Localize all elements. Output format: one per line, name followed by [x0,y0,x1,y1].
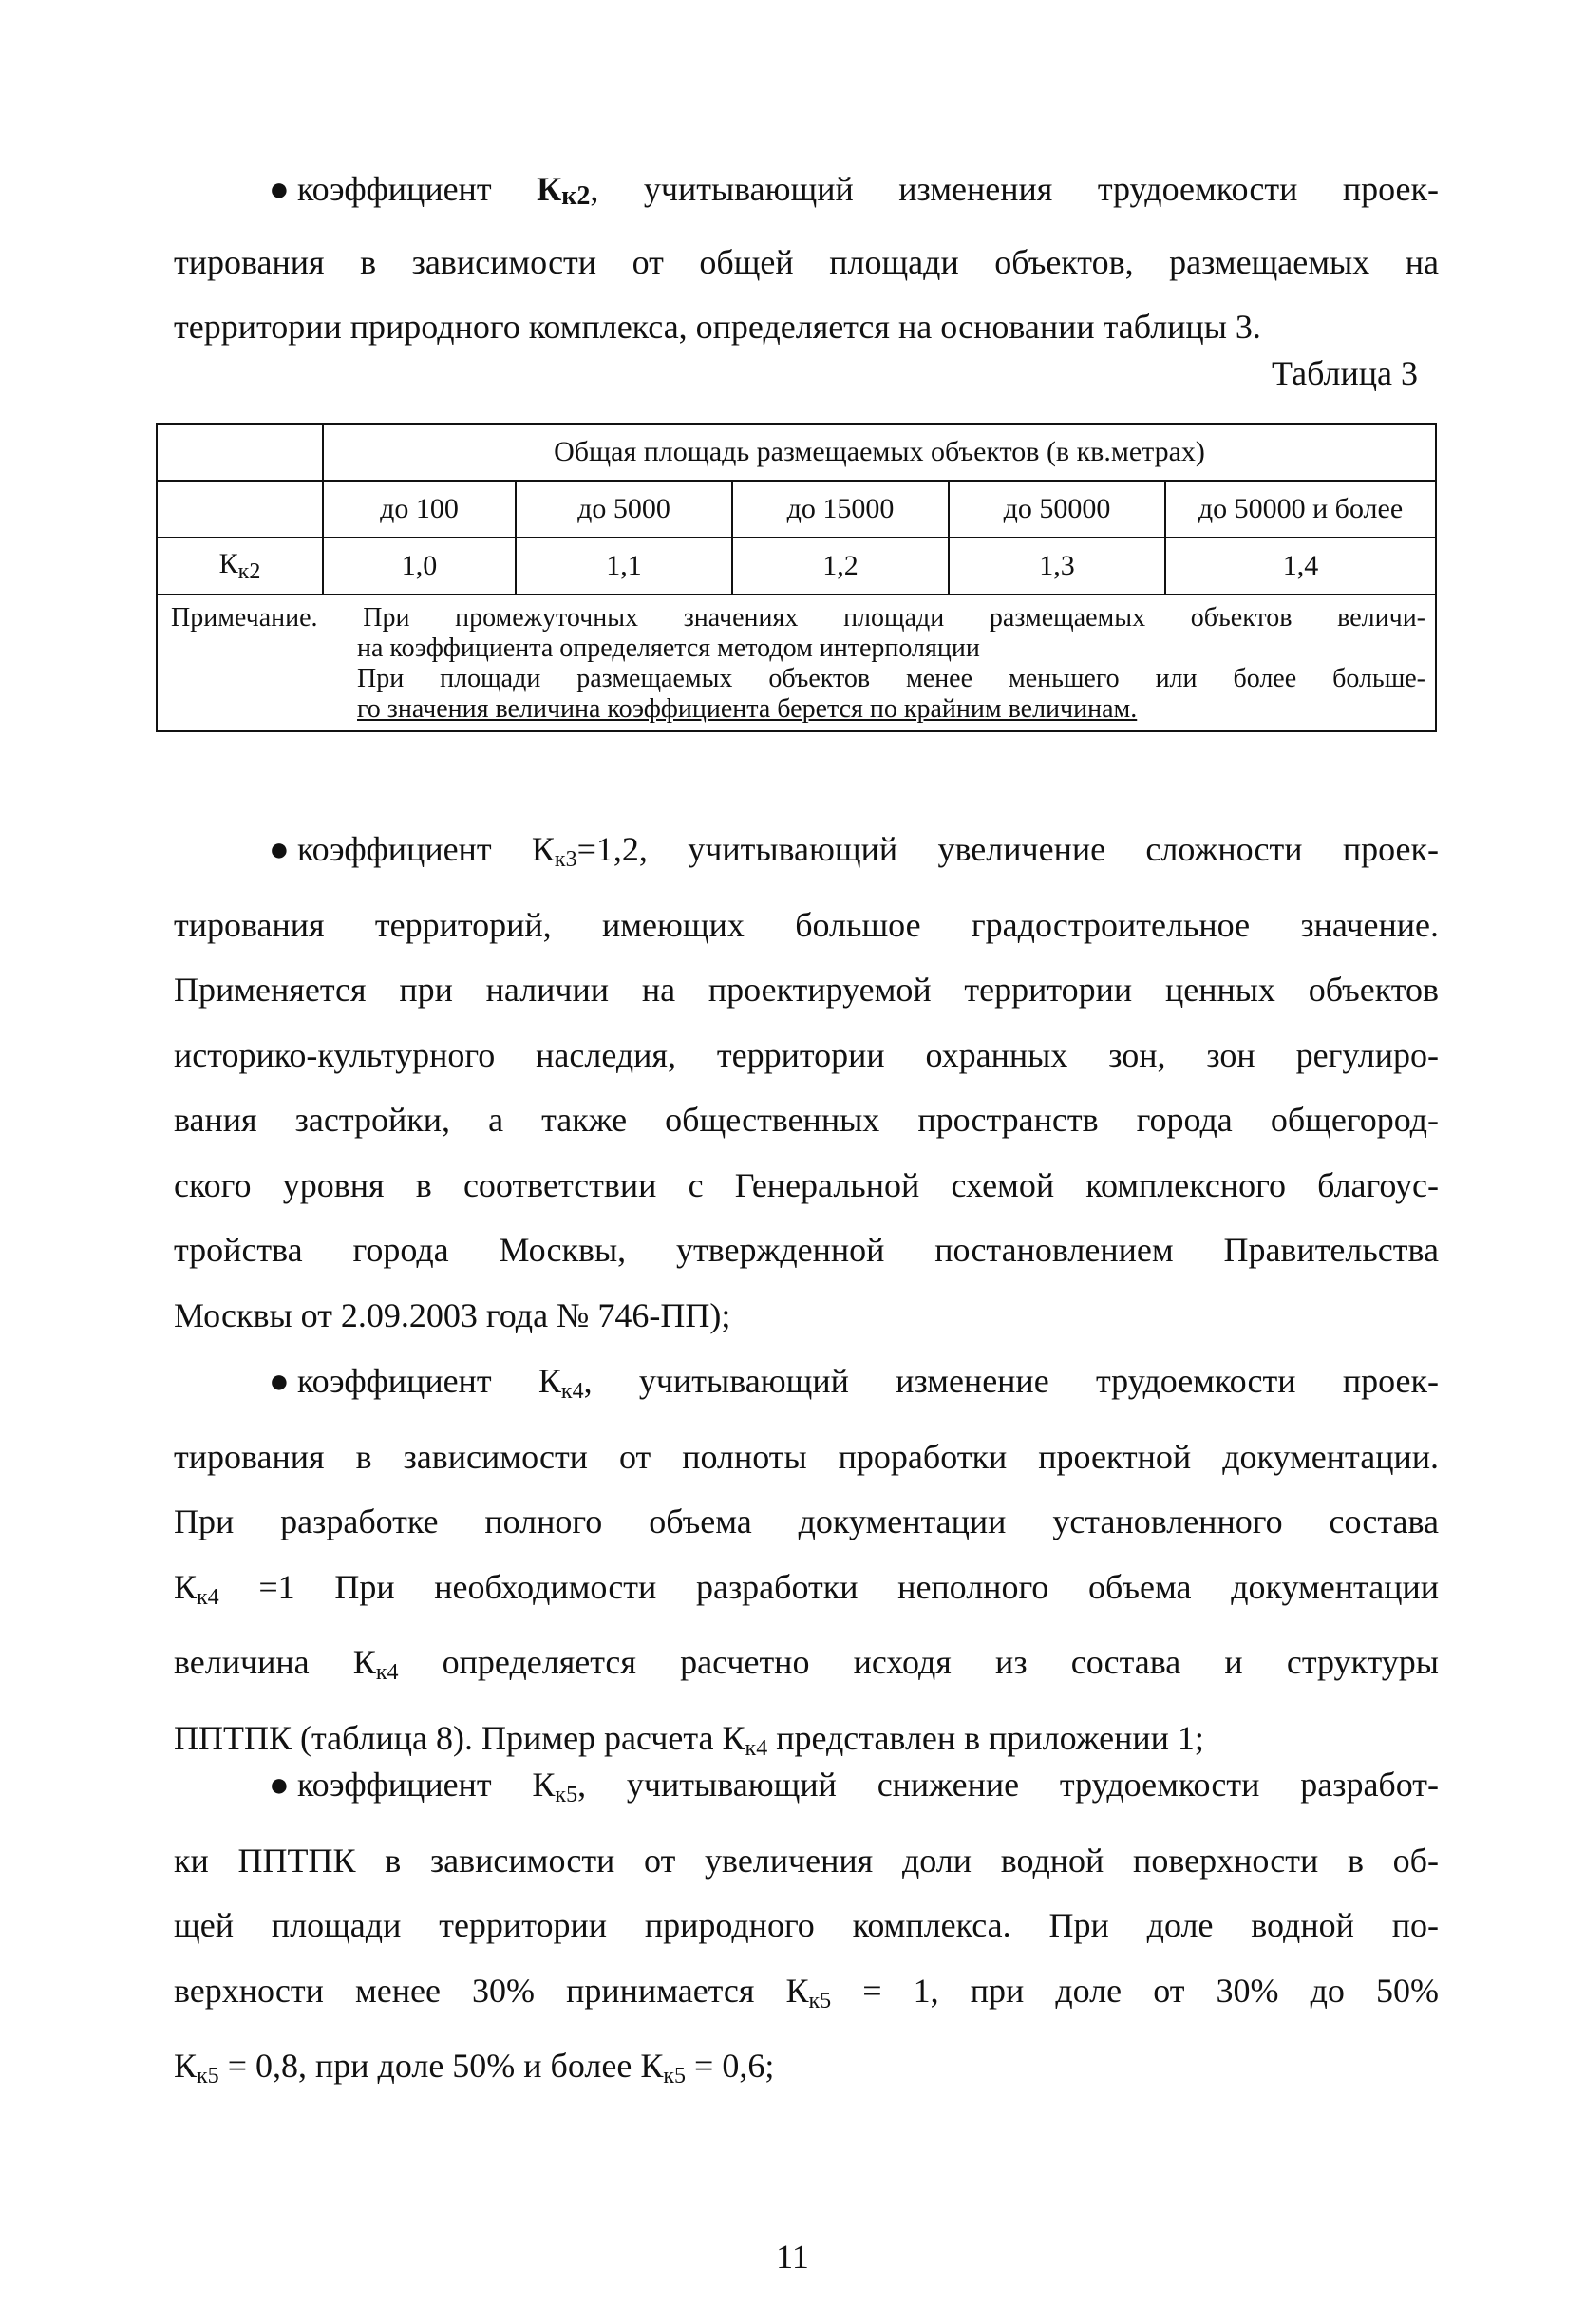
text-line: ● коэффициент Кк2, учитывающий изменения трудоемкости проек- [174,157,1439,230]
note-line: го значения величина коэффициента берется по крайним величинам. [357,694,1138,724]
text-line: ● коэффициент $К_{к3}=1,2$, учитывающий увеличение сложности проек- [174,817,1439,893]
text-line: щей площади территории природного комплекса. При доле водной по- [174,1906,1439,1944]
text-line: тройства города Москвы, утвержденной постановлением Правительства [174,1231,1439,1269]
column-header: до 5000 [516,481,732,538]
bullet-icon: ● [269,1766,290,1804]
table-row [157,538,1436,595]
table-header-row [157,424,1436,481]
paragraph-kk4 [174,1349,1439,1781]
text-line: ● коэффициент $К_{к4}$, учитывающий изменение трудоемкости проек- [174,1349,1439,1425]
text-line: При разработке полного объема документации установленного состава [174,1502,1439,1540]
table-note [157,595,1436,731]
paragraph-kk2 [174,157,1439,360]
table-empty-cell [157,481,323,538]
text-line: верхности менее 30% принимается $К_{к5} = 1$, при доле от 30% до 50% [174,1971,1439,2013]
table-cell: 1,1 [516,538,732,595]
text-line: территории природного комплекса, определяется на основании таблицы 3. [174,308,1261,346]
text-line: ки ППТПК в зависимости от увеличения доли водной поверхности в об- [174,1841,1439,1880]
paragraph-kk3 [174,817,1439,1348]
bullet-icon: ● [269,830,290,868]
table-columns-row [157,481,1436,538]
table-note-row [157,595,1436,731]
text-line: тирования в зависимости от полноты проработки проектной документации. [174,1437,1439,1476]
text-line: $К_{к5} = 0,8$, при доле 50% и более $К_{к5} = 0,6$; [174,2047,775,2088]
text-line: Применяется при наличии на проектируемой территории ценных объектов [174,971,1439,1009]
page-number: 11 [776,2238,809,2276]
table-cell: 1,0 [323,538,516,595]
bullet-icon: ● [269,1362,290,1400]
text-line: тирования территорий, имеющих большое градостроительное значение. [174,905,1439,944]
column-header: до 50000 и более [1165,481,1436,538]
column-header: до 50000 [949,481,1165,538]
text-line: величина $К_{к4}$ определяется расчетно исходя из состава и структуры [174,1643,1439,1685]
text-line: ППТПК (таблица 8). Пример расчета $К_{к4}$ представлен в приложении 1; [174,1718,1204,1761]
text-line: ского уровня в соответствии с Генеральной схемой комплексного благоус- [174,1165,1439,1204]
table-corner-cell [157,424,323,481]
bullet-icon: ● [269,170,290,208]
paragraph-kk5 [174,1752,1439,2109]
table-caption: Таблица 3 [1272,354,1418,392]
text-line: тирования в зависимости от общей площади объектов, размещаемых на [174,242,1439,281]
text-line: вания застройки, а также общественных пространств города общегород- [174,1101,1439,1139]
table-3 [156,423,1437,732]
row-label: $К_{к2}$ [157,538,323,595]
column-header: до 100 [323,481,516,538]
table-cell: 1,4 [1165,538,1436,595]
text-line: ● коэффициент $К_{к5}$, учитывающий снижение трудоемкости разработ- [174,1752,1439,1828]
note-line: на коэффициента определяется методом интерполяции [357,633,980,663]
note-line: Примечание. При промежуточных значениях площади размещаемых объектов величи- [171,603,1426,633]
text-line: историко-культурного наследия, территории охранных зон, зон регулиро- [174,1035,1439,1074]
text-line: $К_{к4} =1$ При необходимости разработки неполного объема документации [174,1567,1439,1610]
table-cell: 1,3 [949,538,1165,595]
table-header-cell: Общая площадь размещаемых объектов (в кв.метрах) [323,424,1436,481]
note-line: При площади размещаемых объектов менее меньшего или более больше- [357,664,1426,693]
text-line: Москвы от 2.09.2003 года № 746-ПП); [174,1295,731,1334]
column-header: до 15000 [732,481,949,538]
table-cell: 1,2 [732,538,949,595]
